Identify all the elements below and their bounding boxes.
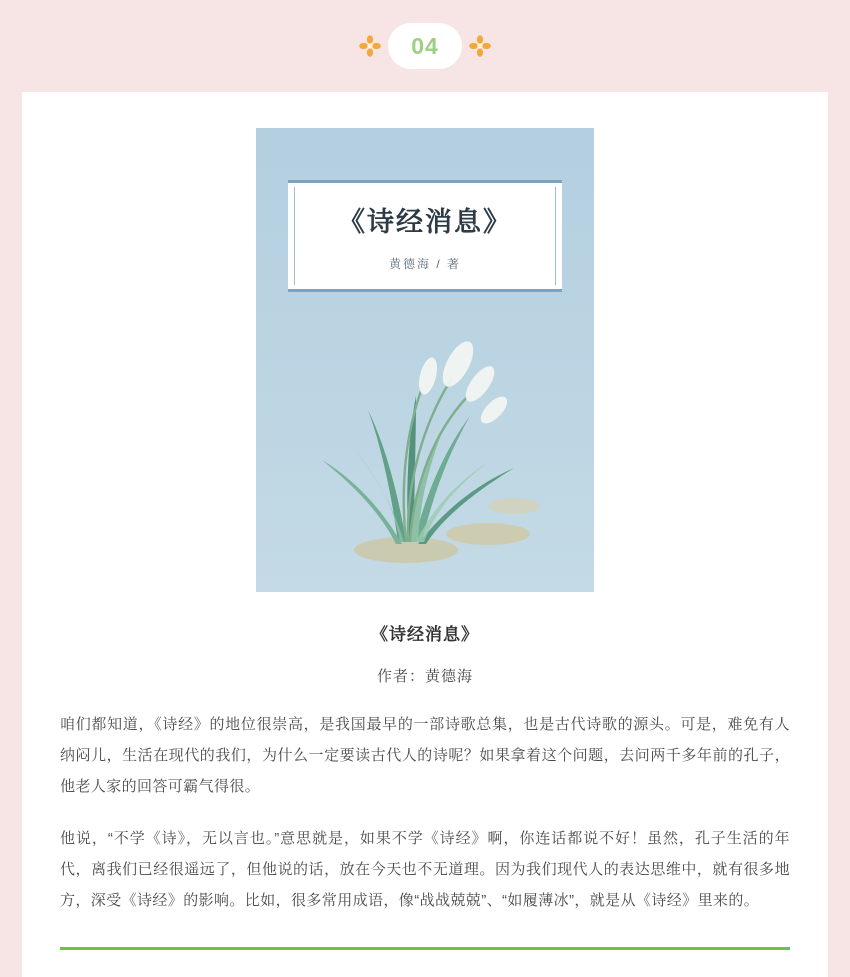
book-cover-image [256, 128, 594, 592]
book-cover-container [60, 128, 790, 592]
flower-icon [468, 34, 492, 58]
section-number-badge: 04 [388, 23, 462, 69]
body-paragraph: 咱们都知道，《诗经》的地位很崇高，是我国最早的一部诗歌总集，也是古代诗歌的源头。可是，难免有人纳闷儿，生活在现代的我们，为什么一定要读古代人的诗呢？如果拿着这个问题，去问两千多年前的孔子，他老人家的回答可霸气得很。 [60, 716, 790, 795]
flower-icon [358, 34, 382, 58]
book-cover-title: 《诗经消息》 [338, 207, 512, 237]
section-header [0, 0, 850, 92]
content-card [22, 92, 828, 977]
book-author-caption: 作者：黄德海 [376, 669, 473, 685]
book-cover-author: 黄德海 / 著 [388, 257, 461, 271]
book-title-caption: 《诗经消息》 [371, 625, 479, 644]
section-divider-container [60, 947, 790, 959]
section-divider [60, 947, 790, 950]
book-cover-title-frame [288, 180, 562, 292]
section-badge-group [358, 23, 492, 69]
body-paragraph: 他说，“不学《诗》，无以言也。”意思就是，如果不学《诗经》啊，你连话都说不好！虽然，孔子生活的年代，离我们已经很遥远了，但他说的话，放在今天也不无道理。因为我们现代人的表达思维中，就有很多地方，深受《诗经》的影响。比如，很多常用成语，像“战战兢兢”、“如履薄冰”，就是从《诗经》里来的。 [60, 830, 790, 909]
reed-plants-illustration [256, 292, 594, 592]
